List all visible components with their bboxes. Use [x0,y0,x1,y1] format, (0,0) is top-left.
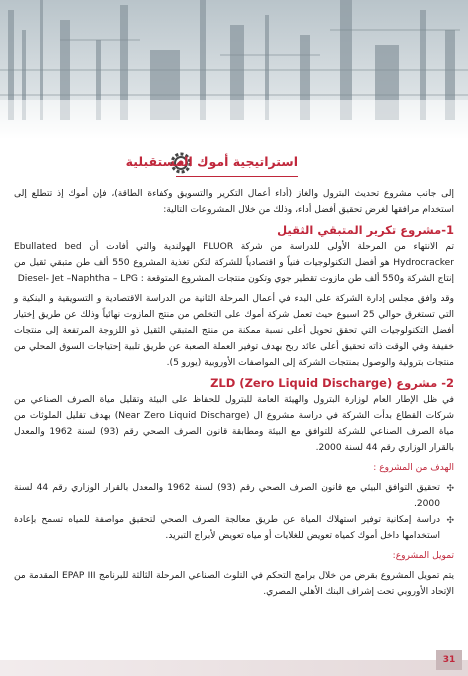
section1-paragraph-2: وقد وافق مجلس إدارة الشركة على البدء في أعمال المرحلة الثانية من الدراسة الاقتصادية و التسويقية و البنكية و التي تستغرق حوالي 25 اسبوع حيث تعمل شركة أموك على التخلص من منتج المازوت نهائياً وذلك عن طريق إختيار أفضل التكنولوجيات التي تحقق تحويل أعلى نسبة ممكنة من منتج المتبقي الثقيل ذو اللزوجة المرتفعة إلى منتجات خفيفة وفي الوقت ذاته تحقيق أعلى عائد ربح بهدف توفير العملة الصعبة عن طريق تلبية إحتياجات السوق المحلي من منتجات بترولية والوصول بمنتجات الشركة إلى المواصفات الأوروبية (يورو 5). [14,294,454,368]
title-underline [176,176,298,177]
list-item [14,480,454,512]
section1-title: 1-مشروع تكرير المتبقي الثقيل [277,223,454,237]
goal-text: دراسة إمكانية توفير استهلاك المياة عن طريق معالجة الصرف الصحي لتحقيق مواصفة للمياه تسمح بإعادة استخدامها داخل أموك كمياه تعويض للغلايات أو مياه تعويض لأبراج التبريد. [14,515,440,541]
bullet-icon: ✣ [446,516,454,526]
funding-label: تمويل المشروع: [392,551,454,561]
refinery-illustration [0,0,468,140]
section2-paragraph-1: في ظل الإطار العام لوزارة البترول والهيئة العامة للبترول للحفاظ على البيئة وتقليل مياة الصرف الصناعي من شركات القطاع بدأت الشركة في دراسة مشروع ال (Near Zero Liquid Discharge) بهدف تقليل الملوثات من مياة الصرف الصناعي للشركة للتوافق مع البيئة ومطابقة قانون الصرف الصحي رقم (93) لسنة 1962 والمعدل بالقرار الوزاري رقم 44 لسنة 2000. [14,395,454,453]
bullet-icon: ✣ [446,484,454,494]
goal-text: تحقيق التوافق البيئي مع قانون الصرف الصحي رقم (93) لسنة 1962 والمعدل بالقرار الوزاري رقم 44 لسنة 2000. [14,483,440,509]
section1-paragraph-1: تم الانتهاء من المرحلة الأولى للدراسة من شركة FLUOR الهولندية والتي أفادت أن Ebullated bed Hydrocracker هو أفضل التكنولوجيات فنياً و اقتصادياً للشركة لتكن تغذية المشروع 550 ألف طن متبقي ثقيل من إنتاج الشركة و550 ألف طن مازوت تقطير جوي وتكون منتجات المشروع المتوقعة : Diesel- Jet –Naphtha – LPG [14,242,454,284]
section2-title: 2- مشروع (ZLD (Zero Liquid Discharge [210,376,454,390]
intro-paragraph: إلى جانب مشروع تحديث البترول والغاز (أداء أعمال التكرير والتسويق وكفاءة الطاقة)، فإن أموك إذ تتطلع إلى استخدام مرافقها لغرض تحقيق أفضل أداء، وذلك من خلال المشروعات التالية: [14,189,454,215]
section-heading [0,140,468,184]
page-number: 31 [436,650,462,670]
list-item [14,512,454,544]
goals-list [14,480,454,544]
goals-label: الهدف من المشروع : [373,463,454,473]
footer-band [0,660,468,676]
article-body [14,186,454,604]
page-title: استراتيجية أموك المستقبلية [125,154,298,169]
header-refinery-image [0,0,468,140]
funding-paragraph: يتم تمويل المشروع بقرض من خلال برامج التحكم في التلوث الصناعي المرحلة الثالثة للبرنامج EPAP III المقدمة من الإتحاد الأوروبي تحت إشراف البنك الأهلي المصري. [14,571,455,597]
